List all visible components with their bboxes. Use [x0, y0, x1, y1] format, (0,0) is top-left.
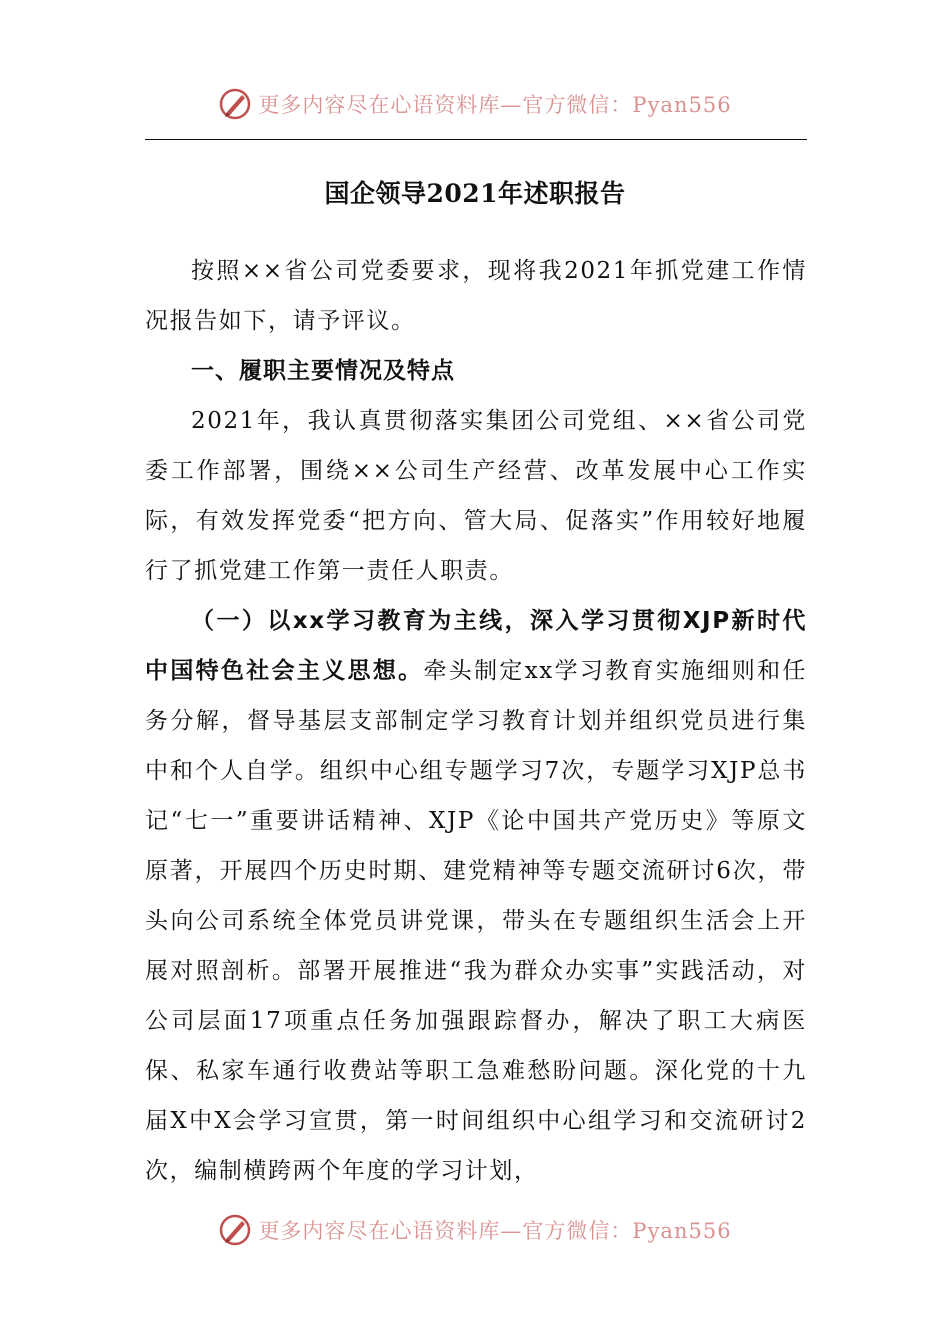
- subsection-paragraph: [145, 596, 807, 1196]
- section-paragraph: 2021年，我认真贯彻落实集团公司党组、××省公司党委工作部署，围绕××公司生产经营、改革发展中心工作实际，有效发挥党委“把方向、管大局、促落实”作用较好地履行了抓党建工作第一责任人职责。: [145, 408, 807, 584]
- footer-banner-text: 更多内容尽在心语资料库—官方微信：Pyan556: [258, 1219, 732, 1243]
- header-divider: [145, 139, 807, 140]
- pen-logo-icon: [218, 1213, 252, 1247]
- intro-paragraph: 按照××省公司党委要求，现将我2021年抓党建工作情况报告如下，请予评议。: [145, 258, 807, 334]
- section-heading: 一、履职主要情况及特点: [191, 358, 455, 384]
- pen-logo-icon: [218, 87, 252, 121]
- footer-banner: [0, 1210, 950, 1250]
- document-title: 国企领导2021年述职报告: [324, 179, 626, 208]
- header-banner: [0, 84, 950, 124]
- header-banner-text: 更多内容尽在心语资料库—官方微信：Pyan556: [258, 93, 732, 117]
- subsection-heading: （一）以xx学习教育为主线，深入学习贯彻XJP新时代中国特色社会主义思想。: [145, 608, 807, 684]
- document-body: [145, 246, 807, 1196]
- subsection-body: 牵头制定xx学习教育实施细则和任务分解，督导基层支部制定学习教育计划并组织党员进行集中和个人自学。组织中心组专题学习7次，专题学习XJP总书记“七一”重要讲话精神、XJP《论中国共产党历史》等原文原著，开展四个历史时期、建党精神等专题交流研讨6次，带头向公司系统全体党员讲党课，带头在专题组织生活会上开展对照剖析。部署开展推进“我为群众办实事”实践活动，对公司层面17项重点任务加强跟踪督办，解决了职工大病医保、私家车通行收费站等职工急难愁盼问题。深化党的十九届X中X会学习宣贯，第一时间组织中心组学习和交流研讨2次，编制横跨两个年度的学习计划，: [145, 658, 807, 1184]
